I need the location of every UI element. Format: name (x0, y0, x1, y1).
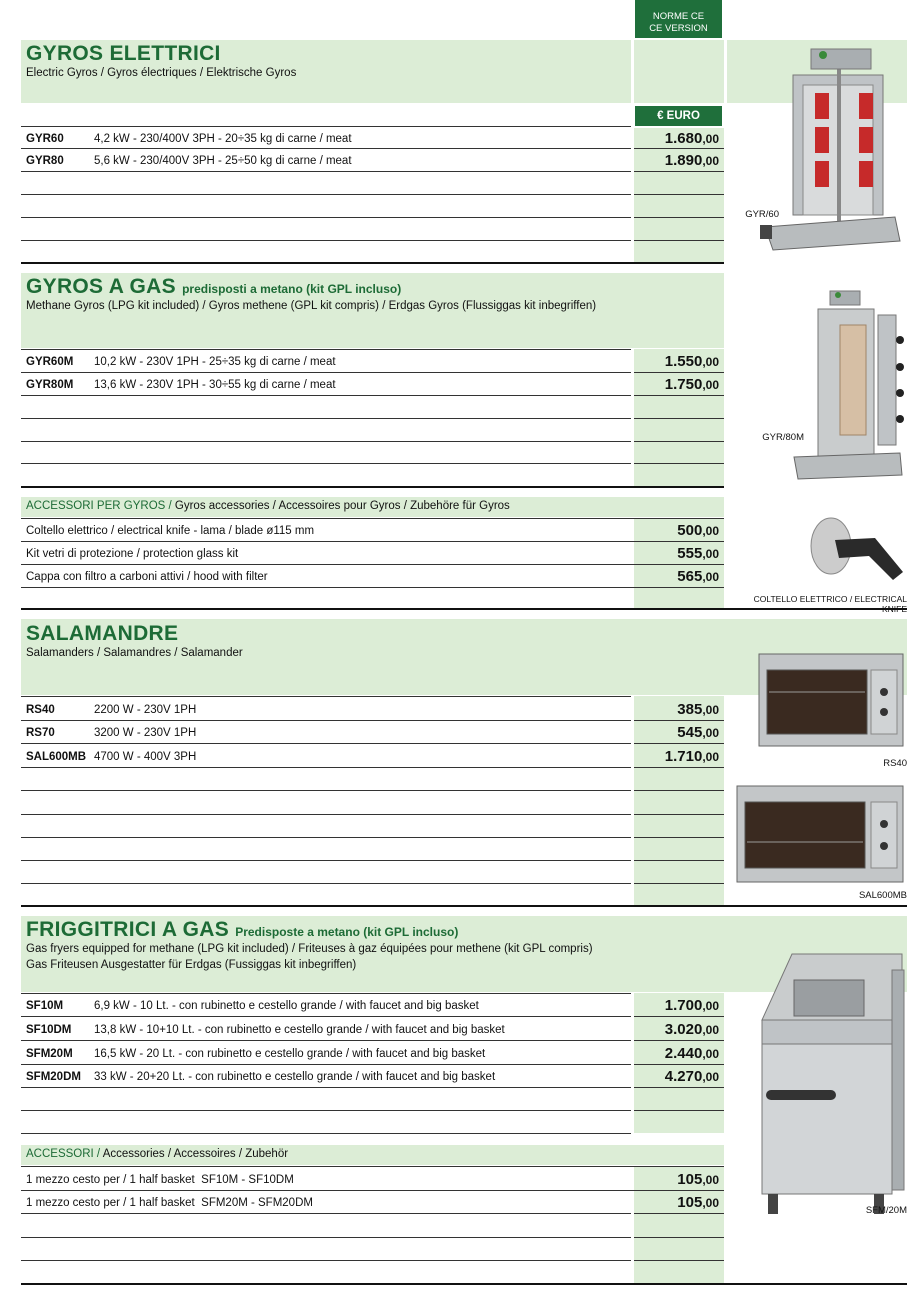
divider (634, 1087, 724, 1088)
acc-item: 1 mezzo cesto per / 1 half basket SFM20M - SFM20DM (26, 1197, 313, 1209)
divider (634, 860, 724, 861)
salamander-sal600mb-image (735, 782, 907, 888)
divider (21, 463, 631, 464)
section-divider (21, 1283, 907, 1285)
euro-header: € EURO (635, 106, 722, 126)
divider (634, 1064, 724, 1065)
divider (21, 1237, 631, 1238)
section-title (26, 918, 458, 942)
divider (634, 395, 724, 396)
product-spec: 2200 W - 230V 1PH (94, 704, 197, 716)
divider (21, 1190, 724, 1191)
product-code: GYR80M (26, 379, 74, 391)
divider (21, 194, 631, 195)
section-title: SALAMANDRE (26, 622, 179, 645)
divider (634, 1016, 724, 1017)
norme-line1: NORME CE (652, 11, 705, 22)
divider (21, 1166, 724, 1167)
product-price: 545,00 (677, 724, 719, 741)
divider (21, 1064, 631, 1065)
divider (21, 1040, 631, 1041)
divider (21, 372, 631, 373)
divider (634, 767, 724, 768)
divider (21, 814, 631, 815)
acc-header-green: ACCESSORI PER GYROS / (26, 500, 175, 512)
divider (21, 837, 631, 838)
divider (21, 1260, 631, 1261)
product-spec: 5,6 kW - 230/400V 3PH - 25÷50 kg di carne / meat (94, 155, 352, 167)
divider (21, 418, 631, 419)
acc-price: 555,00 (677, 545, 719, 562)
acc-header-rest: Gyros accessories / Accessoires pour Gyros / Zubehöre für Gyros (174, 500, 510, 512)
product-spec: 4,2 kW - 230/400V 3PH - 20÷35 kg di carne / meat (94, 133, 352, 145)
section-divider (21, 486, 724, 488)
divider (634, 217, 724, 218)
product-spec: 6,9 kW - 10 Lt. - con rubinetto e cestello grande / with faucet and big basket (94, 1000, 479, 1012)
product-price: 1.710,00 (664, 748, 719, 765)
salamander-rs40-image (755, 648, 907, 754)
divider (21, 395, 631, 396)
divider (21, 1213, 631, 1214)
divider (21, 883, 631, 884)
divider (21, 1110, 631, 1111)
divider (634, 720, 724, 721)
acc-price: 105,00 (677, 1171, 719, 1188)
product-spec: 33 kW - 20+20 Lt. - con rubinetto e cestello grande / with faucet and big basket (94, 1071, 496, 1083)
divider (634, 1040, 724, 1041)
divider (21, 518, 724, 519)
image-caption: SAL600MB (858, 890, 907, 901)
product-price: 385,00 (677, 701, 719, 718)
divider (21, 441, 631, 442)
knife-image (805, 510, 907, 590)
divider (634, 790, 724, 791)
divider (634, 418, 724, 419)
divider (21, 541, 724, 542)
divider (21, 1133, 631, 1134)
product-code: GYR80 (26, 155, 64, 167)
acc-item: Coltello elettrico / electrical knife - lama / blade ø115 mm (26, 525, 315, 537)
acc-item: Cappa con filtro a carboni attivi / hood with filter (26, 571, 268, 583)
section-title: GYROS ELETTRICI (26, 42, 221, 65)
acc-gyros-header (26, 500, 510, 512)
product-spec: 13,6 kW - 230V 1PH - 30÷55 kg di carne / meat (94, 379, 336, 391)
divider (634, 743, 724, 744)
section-divider (21, 262, 724, 264)
product-price: 1.890,00 (664, 152, 719, 169)
product-code: SF10DM (26, 1024, 72, 1036)
title-subtitle: Predisposte a metano (kit GPL incluso) (235, 925, 459, 939)
product-spec: 4700 W - 400V 3PH (94, 751, 197, 763)
divider (21, 743, 631, 744)
gyros-electric-image (755, 45, 907, 257)
product-price: 1.750,00 (664, 376, 719, 393)
acc-price: 105,00 (677, 1194, 719, 1211)
divider (21, 564, 724, 565)
divider (634, 1213, 724, 1214)
divider (634, 1237, 724, 1238)
divider (21, 240, 631, 241)
section-desc: Salamanders / Salamandres / Salamander (26, 647, 243, 659)
section-title (26, 275, 401, 299)
divider (21, 587, 724, 588)
product-price: 3.020,00 (664, 1021, 719, 1038)
title-subtitle: predisposti a metano (kit GPL incluso) (182, 282, 402, 296)
product-code: SFM20DM (26, 1071, 81, 1083)
product-code: GYR60M (26, 356, 74, 368)
norme-ce-header (635, 0, 722, 38)
product-spec: 13,8 kW - 10+10 Lt. - con rubinetto e cestello grande / with faucet and big basket (94, 1024, 505, 1036)
divider (21, 171, 631, 172)
product-price: 1.700,00 (664, 997, 719, 1014)
divider (21, 148, 631, 149)
divider (21, 767, 631, 768)
title-text: FRIGGITRICI A GAS (26, 918, 230, 941)
product-code: GYR60 (26, 133, 64, 145)
norme-line2: CE VERSION (649, 23, 708, 34)
product-code: SF10M (26, 1000, 64, 1012)
acc-price: 565,00 (677, 568, 719, 585)
acc-header-green: ACCESSORI / (26, 1148, 103, 1160)
fryer-image (752, 950, 907, 1218)
price-col (634, 993, 724, 1133)
divider (634, 441, 724, 442)
product-price: 4.270,00 (664, 1068, 719, 1085)
product-spec: 10,2 kW - 230V 1PH - 25÷35 kg di carne / meat (94, 356, 336, 368)
divider (634, 194, 724, 195)
divider (634, 883, 724, 884)
divider (634, 171, 724, 172)
acc-item: Kit vetri di protezione / protection glass kit (26, 548, 239, 560)
image-caption: GYR/60 (745, 209, 779, 220)
section-desc: Gas Friteusen Ausgestatter für Erdgas (Fussiggas kit inbegriffen) (26, 959, 357, 971)
divider (21, 720, 631, 721)
divider (634, 1260, 724, 1261)
divider (21, 1087, 631, 1088)
product-code: SAL600MB (26, 751, 87, 763)
product-price: 1.680,00 (664, 130, 719, 147)
acc-fry-header (26, 1148, 288, 1160)
image-caption: COLTELLO ELETTRICO / ELECTRICAL KNIFE (753, 594, 907, 614)
divider (634, 814, 724, 815)
title-text: GYROS A GAS (26, 275, 176, 298)
acc-price: 500,00 (677, 522, 719, 539)
divider (21, 349, 631, 350)
divider (634, 837, 724, 838)
divider (634, 240, 724, 241)
product-code: RS40 (26, 704, 55, 716)
product-spec: 16,5 kW - 20 Lt. - con rubinetto e cestello grande / with faucet and big basket (94, 1048, 486, 1060)
product-code: RS70 (26, 727, 55, 739)
divider (21, 993, 631, 994)
image-caption: SFM/20M (865, 1205, 907, 1216)
divider (634, 1110, 724, 1111)
acc-header-rest: Accessories / Accessoires / Zubehör (102, 1148, 289, 1160)
divider (634, 372, 724, 373)
product-code: SFM20M (26, 1048, 73, 1060)
product-price: 2.440,00 (664, 1045, 719, 1062)
divider (21, 217, 631, 218)
section-desc: Electric Gyros / Gyros électriques / Elektrische Gyros (26, 67, 297, 79)
section-desc: Gas fryers equipped for methane (LPG kit included) / Friteuses à gaz équipées pour methene (kit GPL compris) (26, 943, 593, 955)
gyros-gas-image (790, 285, 907, 485)
divider (21, 696, 631, 697)
section-desc: Methane Gyros (LPG kit included) / Gyros methene (GPL kit compris) / Erdgas Gyros (Flussiggas kit inbegriffen) (26, 300, 597, 312)
divider (634, 148, 724, 149)
image-caption: RS40 (883, 758, 907, 769)
divider (21, 790, 631, 791)
image-caption: GYR/80M (762, 432, 804, 443)
divider (634, 463, 724, 464)
product-spec: 3200 W - 230V 1PH (94, 727, 197, 739)
section-divider (21, 905, 907, 907)
divider (21, 860, 631, 861)
divider (21, 1016, 631, 1017)
product-price: 1.550,00 (664, 353, 719, 370)
price-col-head (634, 40, 724, 103)
acc-item: 1 mezzo cesto per / 1 half basket SF10M - SF10DM (26, 1174, 294, 1186)
divider (21, 126, 631, 127)
